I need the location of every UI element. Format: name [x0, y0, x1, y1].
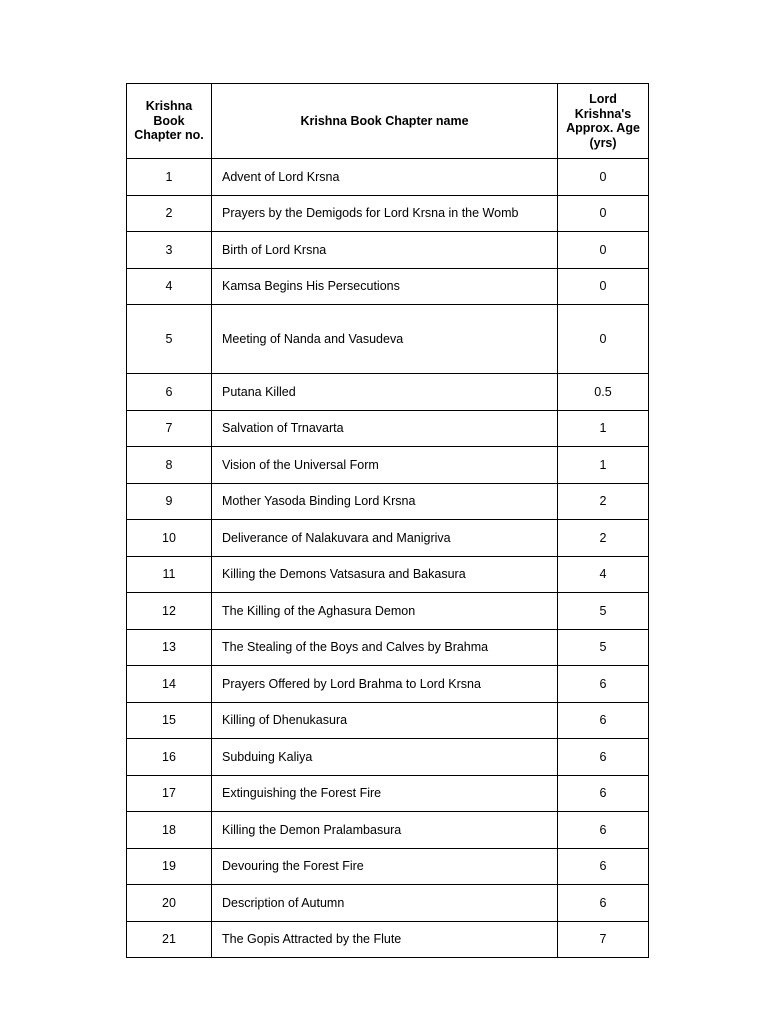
age-cell: 6 — [558, 848, 649, 885]
table-row — [127, 268, 649, 305]
table-row — [127, 374, 649, 411]
age-cell: 0 — [558, 305, 649, 374]
chapter-no-cell: 19 — [127, 848, 212, 885]
age-cell: 0.5 — [558, 374, 649, 411]
chapter-name-cell: Kamsa Begins His Persecutions — [212, 268, 558, 305]
chapter-name-cell: Killing of Dhenukasura — [212, 702, 558, 739]
chapter-name-cell: Prayers Offered by Lord Brahma to Lord Krsna — [212, 666, 558, 703]
age-cell: 6 — [558, 739, 649, 776]
table-row — [127, 885, 649, 922]
chapter-no-cell: 9 — [127, 483, 212, 520]
chapter-name-cell: Devouring the Forest Fire — [212, 848, 558, 885]
chapter-name-cell: Killing the Demons Vatsasura and Bakasura — [212, 556, 558, 593]
age-cell: 7 — [558, 921, 649, 958]
chapter-no-cell: 21 — [127, 921, 212, 958]
table-row — [127, 775, 649, 812]
chapter-name-cell: The Killing of the Aghasura Demon — [212, 593, 558, 630]
chapter-name-cell: Extinguishing the Forest Fire — [212, 775, 558, 812]
chapter-no-cell: 16 — [127, 739, 212, 776]
chapter-name-cell: Putana Killed — [212, 374, 558, 411]
chapter-name-cell: The Stealing of the Boys and Calves by Brahma — [212, 629, 558, 666]
age-cell: 6 — [558, 885, 649, 922]
chapter-no-cell: 17 — [127, 775, 212, 812]
table-row — [127, 520, 649, 557]
chapter-no-cell: 1 — [127, 159, 212, 196]
table-row — [127, 812, 649, 849]
chapter-name-cell: Mother Yasoda Binding Lord Krsna — [212, 483, 558, 520]
chapter-no-cell: 13 — [127, 629, 212, 666]
header-chapter-no: Krishna Book Chapter no. — [127, 84, 212, 159]
table-header — [127, 84, 649, 159]
table-row — [127, 666, 649, 703]
age-cell: 5 — [558, 593, 649, 630]
table-row — [127, 195, 649, 232]
chapter-name-cell: Meeting of Nanda and Vasudeva — [212, 305, 558, 374]
chapter-no-cell: 8 — [127, 447, 212, 484]
chapter-no-cell: 10 — [127, 520, 212, 557]
chapter-no-cell: 11 — [127, 556, 212, 593]
chapter-no-cell: 20 — [127, 885, 212, 922]
chapter-no-cell: 7 — [127, 410, 212, 447]
chapter-name-cell: Birth of Lord Krsna — [212, 232, 558, 269]
chapter-no-cell: 6 — [127, 374, 212, 411]
table-body — [127, 159, 649, 958]
chapter-name-cell: Killing the Demon Pralambasura — [212, 812, 558, 849]
age-cell: 1 — [558, 410, 649, 447]
chapter-name-cell: Salvation of Trnavarta — [212, 410, 558, 447]
age-cell: 0 — [558, 268, 649, 305]
chapter-no-cell: 3 — [127, 232, 212, 269]
table-row — [127, 848, 649, 885]
table-row — [127, 410, 649, 447]
age-cell: 2 — [558, 520, 649, 557]
age-cell: 6 — [558, 702, 649, 739]
chapter-no-cell: 15 — [127, 702, 212, 739]
age-cell: 6 — [558, 775, 649, 812]
chapter-name-cell: Prayers by the Demigods for Lord Krsna in the Womb — [212, 195, 558, 232]
chapter-no-cell: 12 — [127, 593, 212, 630]
chapter-age-table — [126, 83, 649, 958]
table-row — [127, 629, 649, 666]
table-row — [127, 702, 649, 739]
header-row — [127, 84, 649, 159]
age-cell: 4 — [558, 556, 649, 593]
header-chapter-name: Krishna Book Chapter name — [212, 84, 558, 159]
age-cell: 0 — [558, 232, 649, 269]
chapter-no-cell: 2 — [127, 195, 212, 232]
table-row — [127, 159, 649, 196]
chapter-name-cell: The Gopis Attracted by the Flute — [212, 921, 558, 958]
age-cell: 0 — [558, 159, 649, 196]
age-cell: 6 — [558, 812, 649, 849]
chapter-no-cell: 14 — [127, 666, 212, 703]
age-cell: 6 — [558, 666, 649, 703]
table-row — [127, 921, 649, 958]
chapter-name-cell: Description of Autumn — [212, 885, 558, 922]
chapter-no-cell: 18 — [127, 812, 212, 849]
table-row — [127, 447, 649, 484]
chapter-name-cell: Advent of Lord Krsna — [212, 159, 558, 196]
chapter-no-cell: 5 — [127, 305, 212, 374]
chapter-no-cell: 4 — [127, 268, 212, 305]
chapter-name-cell: Deliverance of Nalakuvara and Manigriva — [212, 520, 558, 557]
table-row — [127, 739, 649, 776]
chapter-name-cell: Subduing Kaliya — [212, 739, 558, 776]
table-row — [127, 593, 649, 630]
age-cell: 2 — [558, 483, 649, 520]
table-row — [127, 232, 649, 269]
age-cell: 5 — [558, 629, 649, 666]
table-row — [127, 556, 649, 593]
document-page — [126, 83, 648, 958]
table-row — [127, 483, 649, 520]
age-cell: 0 — [558, 195, 649, 232]
age-cell: 1 — [558, 447, 649, 484]
header-approx-age: Lord Krishna's Approx. Age (yrs) — [558, 84, 649, 159]
chapter-name-cell: Vision of the Universal Form — [212, 447, 558, 484]
table-row — [127, 305, 649, 374]
